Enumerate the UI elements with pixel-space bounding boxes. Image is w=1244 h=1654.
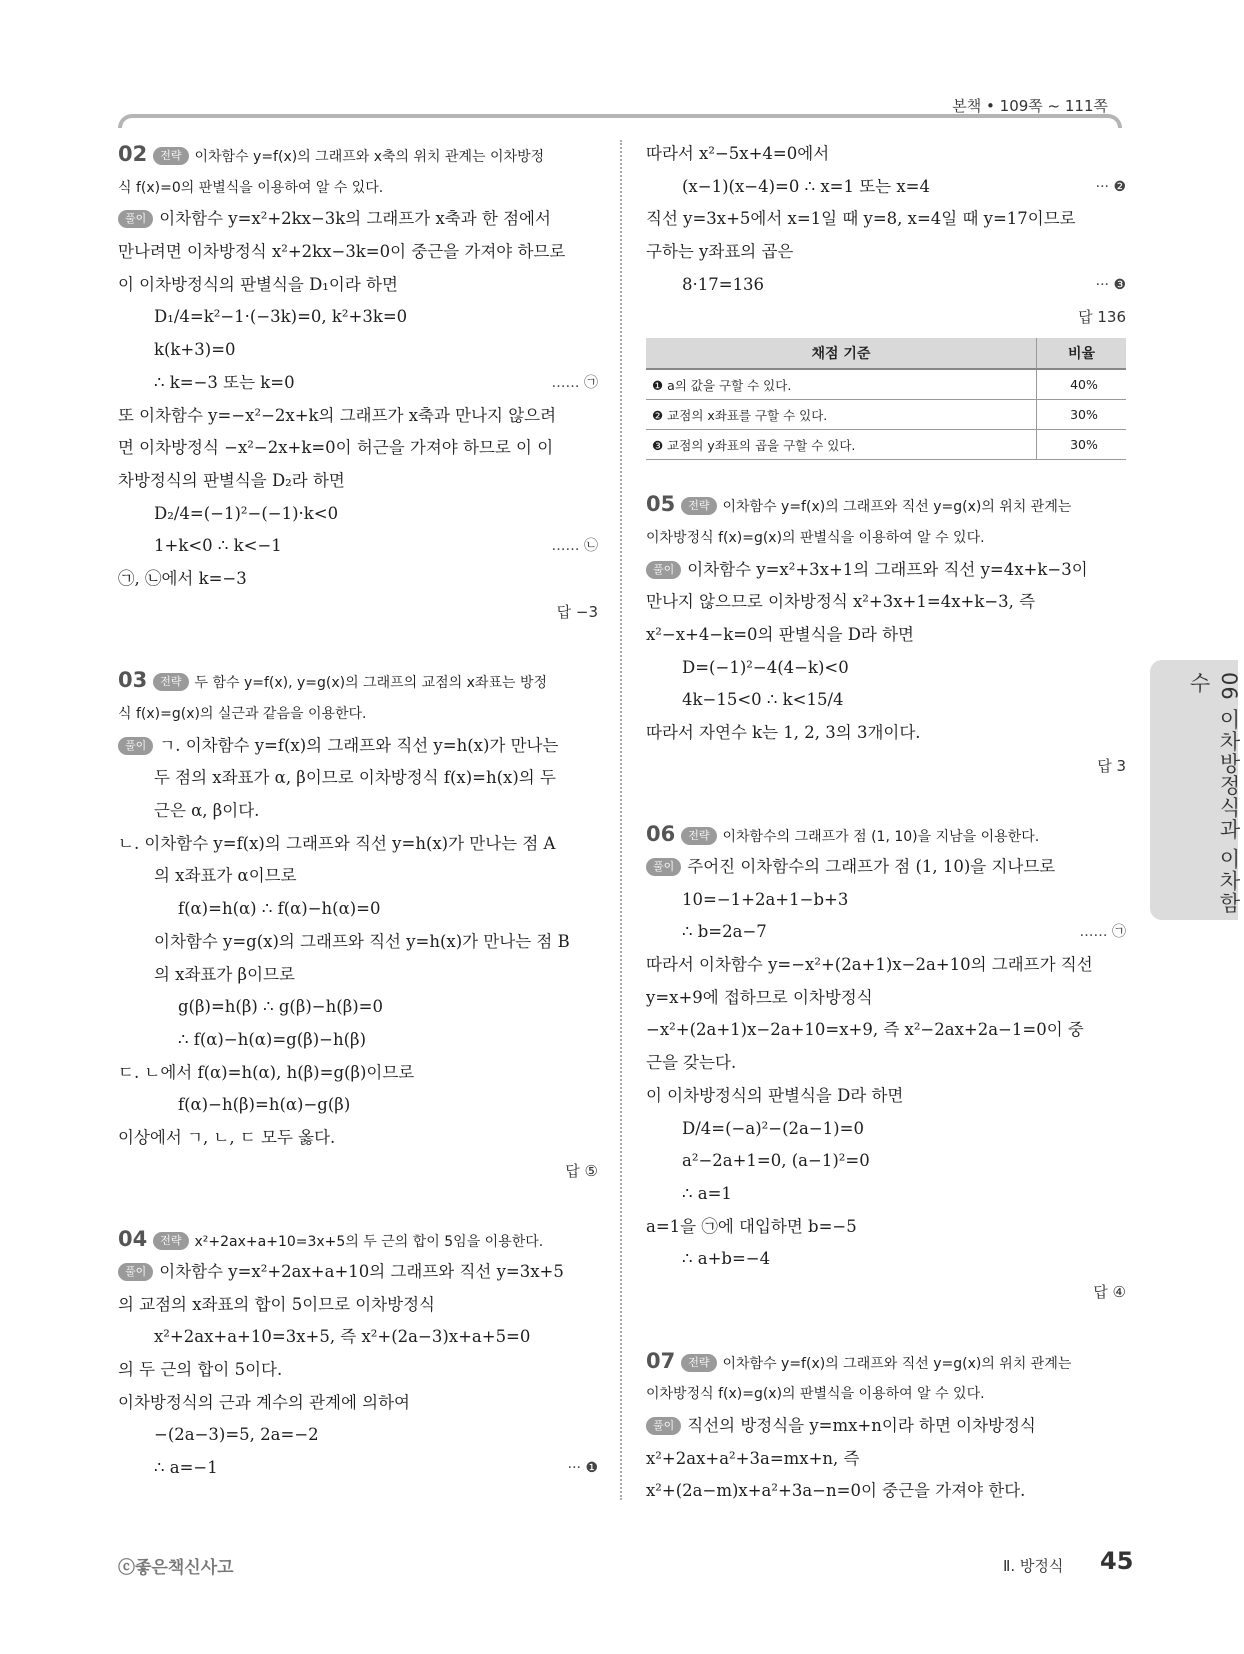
chapter-side-tab	[1150, 660, 1241, 920]
solution-line: 이차함수 y=g(x)의 그래프와 직선 y=h(x)가 만나는 점 B	[154, 931, 570, 951]
solution-line: x²−x+4−k=0의 판별식을 D라 하면	[646, 624, 914, 644]
criteria-cell: ❷ 교점의 x좌표를 구할 수 있다.	[646, 400, 1037, 430]
equation-line: 8·17=136	[682, 274, 765, 294]
column-divider	[620, 140, 622, 1500]
solution-line: −x²+(2a+1)x−2a+10=x+9, 즉 x²−2ax+2a−1=0이 중	[646, 1020, 1084, 1040]
equation-line: D₁/4=k²−1·(−3k)=0, k²+3k=0	[154, 307, 408, 327]
equation-line: k(k+3)=0	[154, 340, 236, 360]
equation-line: a²−2a+1=0, (a−1)²=0	[682, 1151, 870, 1171]
problem-number: 06	[646, 822, 676, 847]
section-title: Ⅱ. 방정식	[1003, 1557, 1064, 1575]
solution-line: 직선 y=3x+5에서 x=1일 때 y=8, x=4일 때 y=17이므로	[646, 209, 1076, 229]
solution-line: 구하는 y좌표의 곱은	[646, 242, 794, 262]
solution-line: 이 이차방정식의 판별식을 D라 하면	[646, 1085, 904, 1105]
solution-line: 두 점의 x좌표가 α, β이므로 이차방정식 f(x)=h(x)의 두	[154, 768, 556, 788]
strategy-text: 이차함수의 그래프가 점 (1, 10)을 지남을 이용한다.	[722, 829, 1040, 846]
step-mark: ··· ❷	[1095, 178, 1126, 195]
equation-line: ∴ a+b=−4	[682, 1249, 771, 1269]
equation-line: D₂/4=(−1)²−(−1)·k<0	[154, 503, 339, 523]
solution-line: 이상에서 ㄱ, ㄴ, ㄷ 모두 옳다.	[118, 1127, 336, 1147]
strategy-text: 이차방정식 f(x)=g(x)의 판별식을 이용하여 알 수 있다.	[646, 1386, 985, 1403]
equation-line: 1+k<0 ∴ k<−1	[154, 536, 282, 556]
strategy-text: x²+2ax+a+10=3x+5의 두 근의 합이 5임을 이용한다.	[194, 1234, 544, 1251]
solution-line: 만나지 않으므로 이차방정식 x²+3x+1=4x+k−3, 즉	[646, 592, 1036, 612]
answer: 답 −3	[556, 602, 598, 621]
solution-line: 의 교점의 x좌표의 합이 5이므로 이차방정식	[118, 1294, 435, 1314]
reference-mark: …… ㉠	[551, 374, 598, 391]
table-row	[646, 369, 1126, 400]
problem-02	[118, 138, 598, 628]
equation-line: ∴ k=−3 또는 k=0	[154, 372, 295, 392]
ratio-cell: 30%	[1037, 430, 1127, 460]
equation-line: f(α)=h(α) ∴ f(α)−h(α)=0	[178, 899, 381, 919]
ratio-cell: 40%	[1037, 369, 1127, 400]
problem-07	[646, 1345, 1126, 1508]
page-number: 45	[1100, 1547, 1134, 1575]
equation-line: D/4=(−a)²−(2a−1)=0	[682, 1118, 864, 1138]
problem-number: 05	[646, 492, 676, 517]
equation-line: −(2a−3)=5, 2a=−2	[154, 1425, 319, 1445]
problem-06	[646, 818, 1126, 1308]
solution-line: 따라서 자연수 k는 1, 2, 3의 3개이다.	[646, 722, 921, 742]
solution-line: ㄱ. 이차함수 y=f(x)의 그래프와 직선 y=h(x)가 만나는	[159, 735, 559, 755]
ratio-header: 비율	[1037, 338, 1127, 369]
reference-mark: …… ㉠	[1079, 924, 1126, 941]
equation-line: x²+2ax+a+10=3x+5, 즉 x²+(2a−3)x+a+5=0	[154, 1327, 531, 1347]
criteria-cell: ❸ 교점의 y좌표의 곱을 구할 수 있다.	[646, 430, 1037, 460]
strategy-text: 이차함수 y=f(x)의 그래프와 x축의 위치 관계는 이차방정	[194, 149, 545, 165]
solution-line: 근은 α, β이다.	[154, 801, 260, 821]
step-mark: ··· ❸	[1095, 276, 1126, 293]
equation-line: ∴ b=2a−7	[682, 922, 767, 942]
solution-line: 의 x좌표가 β이므로	[154, 964, 295, 984]
equation-line: g(β)=h(β) ∴ g(β)−h(β)=0	[178, 997, 383, 1017]
solution-badge: 풀이	[118, 1263, 153, 1281]
criteria-cell: ❶ a의 값을 구할 수 있다.	[646, 369, 1037, 400]
solution-line: ㄴ. 이차함수 y=f(x)의 그래프와 직선 y=h(x)가 만나는 점 A	[118, 833, 556, 853]
solution-line: 의 x좌표가 α이므로	[154, 866, 297, 886]
equation-line: ∴ f(α)−h(α)=g(β)−h(β)	[178, 1029, 367, 1049]
solution-line: a=1을 ㉠에 대입하면 b=−5	[646, 1216, 857, 1236]
criteria-header: 채점 기준	[646, 338, 1037, 369]
strategy-text: 식 f(x)=0의 판별식을 이용하여 알 수 있다.	[118, 179, 384, 196]
solution-line: 따라서 x²−5x+4=0에서	[646, 144, 830, 163]
equation-line: ∴ a=1	[682, 1183, 732, 1203]
strategy-badge: 전략	[681, 497, 716, 515]
strategy-badge: 전략	[681, 827, 716, 845]
solution-line: 차방정식의 판별식을 D₂라 하면	[118, 470, 345, 490]
equation-line: ∴ a=−1	[154, 1458, 218, 1478]
strategy-badge: 전략	[153, 147, 188, 165]
solution-line: 면 이차방정식 −x²−2x+k=0이 허근을 가져야 하므로 이 이	[118, 438, 554, 458]
strategy-text: 이차방정식 f(x)=g(x)의 판별식을 이용하여 알 수 있다.	[646, 529, 985, 546]
problem-05	[646, 488, 1126, 782]
equation-line: D=(−1)²−4(4−k)<0	[682, 657, 849, 677]
solution-line: 직선의 방정식을 y=mx+n이라 하면 이차방정식	[687, 1416, 1036, 1435]
scoring-table	[646, 338, 1126, 460]
solution-line: 의 두 근의 합이 5이다.	[118, 1360, 283, 1380]
equation-line: 4k−15<0 ∴ k<15/4	[682, 690, 844, 710]
answer: 답 3	[1097, 756, 1126, 775]
right-column	[646, 138, 1126, 1508]
solution-line: 이차함수 y=x²+2ax+a+10의 그래프와 직선 y=3x+5	[159, 1262, 564, 1281]
table-row	[646, 400, 1126, 430]
solution-line: 따라서 이차함수 y=−x²+(2a+1)x−2a+10의 그래프가 직선	[646, 955, 1093, 975]
solution-line: 또 이차함수 y=−x²−2x+k의 그래프가 x축과 만나지 않으려	[118, 405, 557, 425]
problem-04	[118, 1223, 598, 1485]
problem-number: 02	[118, 142, 148, 166]
strategy-badge: 전략	[153, 1232, 188, 1250]
problem-04-continued	[646, 138, 1126, 334]
header-rule	[118, 114, 1122, 128]
strategy-badge: 전략	[681, 1354, 716, 1372]
equation-line: (x−1)(x−4)=0 ∴ x=1 또는 x=4	[682, 176, 930, 196]
solution-line: x²+2ax+a²+3a=mx+n, 즉	[646, 1448, 860, 1468]
solution-line: 주어진 이차함수의 그래프가 점 (1, 10)을 지나므로	[687, 857, 1056, 876]
solution-line: 만나려면 이차방정식 x²+2kx−3k=0이 중근을 가져야 하므로	[118, 242, 566, 262]
chapter-title: 06 이차방정식과 이차함수	[1187, 672, 1241, 915]
strategy-text: 이차함수 y=f(x)의 그래프와 직선 y=g(x)의 위치 관계는	[722, 1355, 1072, 1372]
equation-line: f(α)−h(β)=h(α)−g(β)	[178, 1095, 351, 1115]
solution-line: ㄷ. ㄴ에서 f(α)=h(α), h(β)=g(β)이므로	[118, 1062, 415, 1082]
solution-badge: 풀이	[646, 858, 681, 876]
strategy-text: 식 f(x)=g(x)의 실근과 같음을 이용한다.	[118, 706, 367, 722]
ratio-cell: 30%	[1037, 400, 1127, 430]
solution-badge: 풀이	[646, 1417, 681, 1435]
solution-badge: 풀이	[646, 561, 681, 579]
solution-line: 이차함수 y=x²+2kx−3k의 그래프가 x축과 한 점에서	[159, 209, 551, 229]
page-reference: 본책 • 109쪽 ~ 111쪽	[952, 97, 1108, 115]
solution-badge: 풀이	[118, 210, 153, 228]
problem-03	[118, 664, 598, 1187]
solution-line: x²+(2a−m)x+a²+3a−n=0이 중근을 가져야 한다.	[646, 1481, 1026, 1501]
solution-line: 근을 갖는다.	[646, 1053, 737, 1073]
left-column	[118, 138, 598, 1485]
reference-mark: …… ㉡	[551, 538, 598, 555]
step-mark: ··· ❶	[567, 1460, 598, 1477]
answer: 답 136	[1078, 308, 1126, 327]
publisher-logo: ⓒ좋은책신사고	[118, 1558, 234, 1578]
solution-line: 이 이차방정식의 판별식을 D₁이라 하면	[118, 274, 398, 294]
table-row	[646, 430, 1126, 460]
strategy-badge: 전략	[153, 673, 188, 691]
solution-line: 이차함수 y=x²+3x+1의 그래프와 직선 y=4x+k−3이	[687, 559, 1088, 579]
answer: 답 ⑤	[565, 1161, 598, 1180]
solution-line: 이차방정식의 근과 계수의 관계에 의하여	[118, 1392, 410, 1412]
solution-line: y=x+9에 접하므로 이차방정식	[646, 987, 873, 1007]
scoring-table-header	[646, 338, 1126, 369]
answer: 답 ④	[1093, 1282, 1126, 1301]
problem-number: 04	[118, 1227, 148, 1252]
problem-number: 07	[646, 1348, 676, 1373]
equation-line: 10=−1+2a+1−b+3	[682, 889, 849, 909]
problem-number: 03	[118, 668, 148, 693]
solution-line: ㉠, ㉡에서 k=−3	[118, 568, 247, 588]
solution-badge: 풀이	[118, 737, 153, 755]
strategy-text: 이차함수 y=f(x)의 그래프와 직선 y=g(x)의 위치 관계는	[722, 499, 1072, 516]
strategy-text: 두 함수 y=f(x), y=g(x)의 그래프의 교점의 x좌표는 방정	[194, 675, 548, 692]
